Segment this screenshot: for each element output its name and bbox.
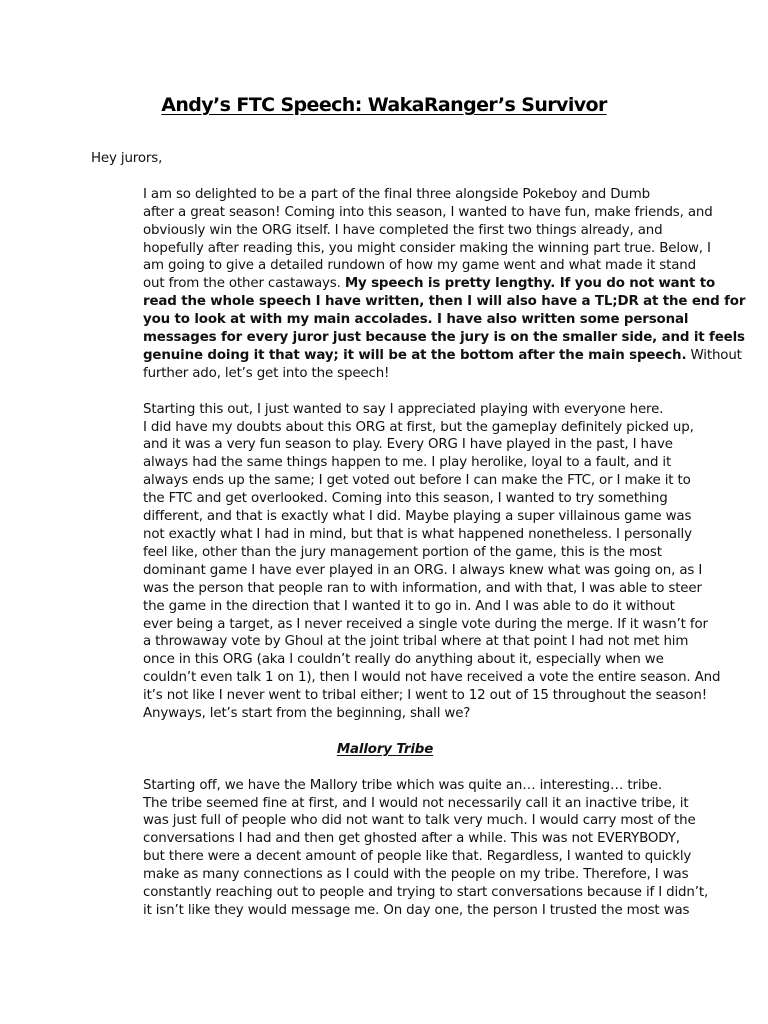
text-line: am going to give a detailed rundown of how my game went and what made it stand — [143, 258, 696, 274]
text-line: couldn’t even talk 1 on 1), then I would not have received a vote the entire season. And — [143, 670, 721, 686]
text-line-mixed — [91, 347, 742, 365]
text-line: I am so delighted to be a part of the final three alongside Pokeboy and Dumb — [143, 186, 650, 202]
greeting-line: Hey jurors, — [91, 151, 163, 166]
text-line: once in this ORG (aka I couldn’t really do anything about it, especially when we — [143, 652, 664, 668]
document-title: Andy’s FTC Speech: WakaRanger’s Survivor — [161, 94, 607, 116]
text-line: was the person that people ran to with information, and with that, I was able to steer — [143, 580, 702, 596]
text-line: hopefully after reading this, you might consider making the winning part true. Below, I — [143, 240, 711, 256]
text-line: Anyways, let’s start from the beginning, shall we? — [143, 706, 471, 722]
bold-text-span: My speech is pretty lengthy. If you do not want to — [344, 276, 716, 292]
text-line: feel like, other than the jury management portion of the game, this is the most — [143, 544, 662, 560]
text-line: obviously win the ORG itself. I have completed the first two things already, and — [143, 222, 663, 238]
paragraph-overview — [91, 401, 721, 723]
section-heading: Mallory Tribe — [336, 741, 434, 757]
text-line: different, and that is exactly what I did. Maybe playing a super villainous game was — [143, 509, 692, 525]
text-line: further ado, let’s get into the speech! — [143, 365, 390, 381]
text-line: constantly reaching out to people and trying to start conversations because if I didn’t, — [143, 885, 709, 901]
text-line: not exactly what I had in mind, but that is what happened nonetheless. I personally — [143, 527, 692, 542]
bold-text-line: you to look at with my main accolades. I have also written some personal — [143, 312, 689, 328]
bold-text-line: read the whole speech I have written, then I will also have a TL;DR at the end for — [143, 294, 746, 310]
text-line: it isn’t like they would message me. On day one, the person I trusted the most was — [143, 903, 690, 918]
text-line: dominant game I have ever played in an ORG. I always knew what was going on, as I — [143, 562, 703, 578]
text-line: the FTC and get overlooked. Coming into this season, I wanted to try something — [143, 491, 668, 507]
text-line: make as many connections as I could with the people on my tribe. Therefore, I was — [143, 867, 689, 883]
text-line: Starting off, we have the Mallory tribe which was quite an… interesting… tribe. — [143, 777, 662, 793]
text-line: was just full of people who did not want to talk very much. I would carry most of the — [143, 813, 696, 829]
text-line: The tribe seemed fine at first, and I would not necessarily call it an inactive tribe, it — [143, 795, 689, 811]
text-line: always ends up the same; I get voted out before I can make the FTC, or I make it to — [143, 473, 691, 489]
text-span: Without — [686, 347, 742, 363]
document-body — [91, 150, 746, 938]
bold-text-span: genuine doing it that way; it will be at the bottom after the main speech. — [143, 347, 687, 363]
paragraph-intro — [91, 186, 746, 383]
text-line: Starting this out, I just wanted to say I appreciated playing with everyone here. — [143, 401, 664, 417]
text-line: always had the same things happen to me. I play herolike, loyal to a fault, and it — [143, 455, 672, 471]
text-line: I did have my doubts about this ORG at first, but the gameplay definitely picked up, — [143, 419, 694, 435]
text-line: a throwaway vote by Ghoul at the joint tribal where at that point I had not met him — [143, 634, 689, 650]
bold-text-line: messages for every juror just because the jury is on the smaller side, and it feels — [143, 330, 745, 346]
text-line-mixed — [91, 275, 716, 293]
text-span: out from the other castaways. — [143, 276, 345, 292]
text-line: the game in the direction that I wanted it to go in. And I was able to do it without — [143, 598, 675, 614]
text-line: conversations I had and then get ghosted after a while. This was not EVERYBODY, — [143, 831, 680, 847]
text-line: but there were a decent amount of people like that. Regardless, I wanted to quickly — [143, 849, 692, 865]
paragraph-mallory — [91, 777, 709, 920]
text-line: after a great season! Coming into this season, I wanted to have fun, make friends, and — [143, 204, 713, 220]
text-line: it’s not like I never went to tribal either; I went to 12 out of 15 throughout the season! — [143, 688, 707, 704]
text-line: and it was a very fun season to play. Every ORG I have played in the past, I have — [143, 437, 673, 453]
text-line: ever being a target, as I never received a single vote during the merge. If it wasn’t for — [143, 616, 708, 632]
